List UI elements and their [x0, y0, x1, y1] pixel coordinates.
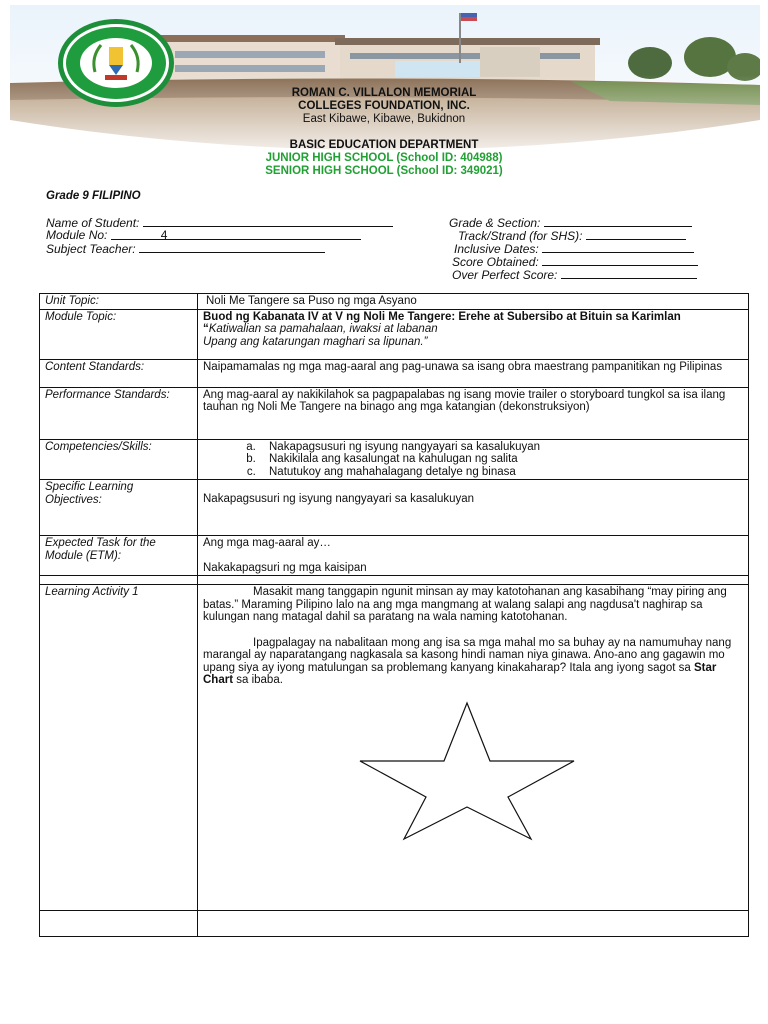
school-name-line2: COLLEGES FOUNDATION, INC. [298, 100, 470, 112]
inclusive-dates-label: Inclusive Dates: [454, 242, 539, 256]
table-row-etm [40, 536, 749, 576]
score-obtained-blank[interactable] [542, 255, 698, 266]
subject-teacher-field[interactable] [46, 242, 325, 256]
grade-section-label: Grade & Section: [449, 216, 541, 230]
table-row-content-standards [40, 359, 749, 387]
table-row-objectives [40, 480, 749, 536]
jhs-line: JUNIOR HIGH SCHOOL (School ID: 404988) [265, 152, 503, 164]
table-row-learning-activity [40, 585, 749, 911]
school-address: East Kibawe, Kibawe, Bukidnon [302, 113, 466, 125]
etm-label: Expected Task for the Module (ETM): [40, 536, 198, 576]
student-name-blank[interactable] [143, 216, 393, 227]
competency-item: a. Nakapagsusuri ng isyung nangyayari sa kasalukuyan [259, 441, 743, 454]
subject-teacher-label: Subject Teacher: [46, 242, 136, 256]
inclusive-dates-blank[interactable] [542, 242, 694, 253]
star-chart-term: Star Chart [203, 661, 717, 686]
track-strand-blank[interactable] [586, 229, 686, 240]
score-obtained-label: Score Obtained: [452, 255, 539, 269]
module-no-label: Module No: [46, 228, 108, 242]
quote-line-1: “Katiwalian sa pamahalaan, iwaksi at labanan [203, 323, 438, 335]
objectives-value: Nakapagsusuri ng isyung nangyayari sa kasalukuyan [203, 493, 475, 505]
learning-activity-cell [198, 585, 749, 911]
objectives-cell [198, 480, 749, 536]
table-row-empty [40, 910, 749, 936]
competency-item: c. Natutukoy ang mahahalagang detalye ng binasa [259, 466, 743, 479]
shs-line: SENIOR HIGH SCHOOL (School ID: 349021) [265, 165, 503, 177]
module-topic-label: Module Topic: [40, 309, 198, 359]
table-row-unit-topic [40, 294, 749, 310]
unit-topic-value: Noli Me Tangere sa Puso ng mga Asyano [198, 294, 749, 310]
school-name: ROMAN C. VILLALON MEMORIAL [291, 87, 477, 99]
table-row-module-topic [40, 309, 749, 359]
competency-item: b. Nakikilala ang kasalungat na kahulugan ng salita [259, 453, 743, 466]
table-row-performance-standards [40, 387, 749, 439]
etm-line-2: Nakakapagsuri ng mga kaisipan [203, 561, 367, 574]
competencies-list [203, 441, 743, 479]
competencies-label: Competencies/Skills: [40, 439, 198, 480]
department-title: BASIC EDUCATION DEPARTMENT [289, 139, 479, 151]
grade-title: Grade 9 FILIPINO [46, 190, 141, 202]
student-name-label: Name of Student: [46, 216, 140, 230]
learning-activity-label: Learning Activity 1 [40, 585, 198, 911]
subject-teacher-blank[interactable] [139, 242, 325, 253]
quote-line-2: Upang ang katarungan maghari sa lipunan.” [203, 335, 428, 348]
module-topic-value: Buod ng Kabanata IV at V ng Noli Me Tangere: Erehe at Subersibo at Bituin sa Karimlan [203, 310, 681, 323]
track-strand-label: Track/Strand (for SHS): [458, 229, 583, 243]
perfect-score-blank[interactable] [561, 268, 697, 279]
module-table [39, 293, 749, 937]
performance-standards-label: Performance Standards: [40, 387, 198, 439]
module-no-value: 4 [160, 228, 168, 242]
objectives-label: Specific Learning Objectives: [40, 480, 198, 536]
performance-standards-value: Ang mag-aaral ay nakikilahok sa pagpapalabas ng isang movie trailer o storyboard tungkol sa isa ilang tauhan ng Noli Me Tangere na binago ang mga katangian (dekonstruksiyon) [198, 387, 749, 439]
grade-section-field[interactable] [449, 216, 692, 230]
inclusive-dates-field[interactable] [454, 242, 694, 256]
star-chart-icon [358, 701, 588, 841]
module-no-field[interactable] [46, 229, 361, 242]
perfect-score-label: Over Perfect Score: [452, 268, 558, 282]
activity-paragraph-1: Masakit mang tanggapin ngunit minsan ay may katotohanan ang kasabihang “may piring ang batas.” Maraming Pilipino lalo na ang mga mangmang at walang salapi ang nagdusa't naghirap sa kulungan nang matagal dahil sa paratang na wala naming katotohanan. [203, 586, 727, 623]
competencies-cell [198, 439, 749, 480]
score-obtained-field[interactable] [452, 255, 698, 269]
module-no-blank[interactable] [111, 229, 361, 240]
table-row-spacer [40, 576, 749, 585]
track-strand-field[interactable] [458, 229, 686, 243]
unit-topic-label: Unit Topic: [40, 294, 198, 310]
activity-paragraph-2: Ipagpalagay na nabalitaan mong ang isa sa mga mahal mo sa buhay ay na namumuhay nang marangal ay naparatangang nagkasala sa kasong hindi naman niya ginawa. Ano-ano ang gagawin mo upang siya ay iyong matulungan sa problemang kanyang kinakaharap? Itala ang iyong sagot sa Star Chart sa ibaba. [203, 636, 732, 686]
grade-section-blank[interactable] [544, 216, 692, 227]
content-standards-label: Content Standards: [40, 359, 198, 387]
table-row-competencies [40, 439, 749, 480]
content-standards-value: Naipamamalas ng mga mag-aaral ang pag-unawa sa isang obra maestrang pampanitikan ng Pilipinas [198, 359, 749, 387]
etm-line-1: Ang mga mag-aaral ay… [203, 537, 331, 549]
module-topic-cell [198, 309, 749, 359]
star-chart[interactable] [203, 687, 743, 909]
etm-cell [198, 536, 749, 576]
perfect-score-field[interactable] [452, 268, 697, 282]
